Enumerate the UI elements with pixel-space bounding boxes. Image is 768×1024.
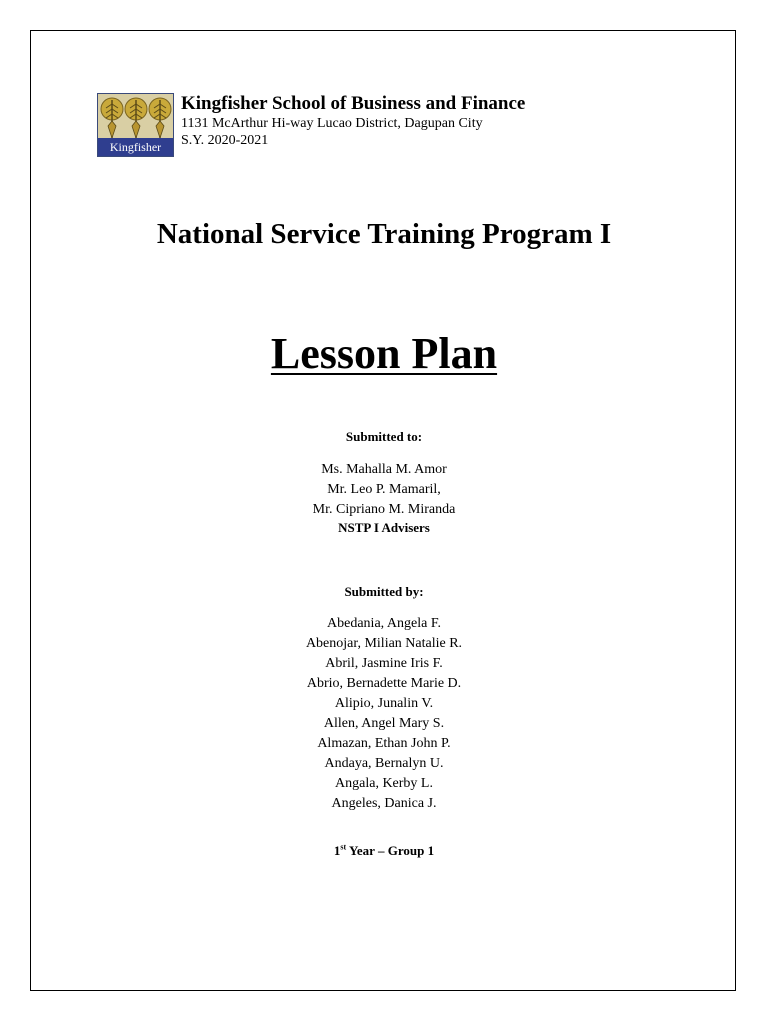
school-year: S.Y. 2020-2021 xyxy=(181,133,269,148)
adviser-name: Mr. Leo P. Mamaril, xyxy=(327,482,441,497)
student-name: Almazan, Ethan John P. xyxy=(317,736,451,751)
year-group-label xyxy=(0,842,768,860)
student-name: Allen, Angel Mary S. xyxy=(323,716,445,731)
submitted-to-section xyxy=(0,428,768,537)
school-name: Kingfisher School of Business and Finance xyxy=(181,93,526,114)
logo-wordmark: Kingfisher xyxy=(98,138,173,156)
document-title xyxy=(0,326,768,382)
document-title-text: Lesson Plan xyxy=(270,329,498,378)
program-title: National Service Training Program I xyxy=(156,218,612,250)
school-address: 1131 McArthur Hi-way Lucao District, Dagupan City xyxy=(181,116,483,131)
adviser-name: Ms. Mahalla M. Amor xyxy=(321,462,447,477)
student-name: Abedania, Angela F. xyxy=(327,616,441,631)
student-name: Abrio, Bernadette Marie D. xyxy=(306,676,462,691)
student-name: Andaya, Bernalyn U. xyxy=(324,756,444,771)
advisers-label: NSTP I Advisers xyxy=(338,520,430,535)
submitted-by-label: Submitted by: xyxy=(344,584,424,599)
student-name: Angeles, Danica J. xyxy=(331,796,437,811)
student-name: Angala, Kerby L. xyxy=(335,776,433,791)
student-name: Abenojar, Milian Natalie R. xyxy=(305,636,463,651)
school-header xyxy=(97,93,525,157)
school-logo xyxy=(97,93,174,157)
submitted-to-label: Submitted to: xyxy=(345,429,423,444)
student-name: Alipio, Junalin V. xyxy=(334,696,434,711)
submitted-by-section xyxy=(0,583,768,814)
year-group-text: Year – Group 1 xyxy=(346,843,435,858)
student-name: Abril, Jasmine Iris F. xyxy=(325,656,443,671)
year-number: 1 xyxy=(333,843,341,858)
wheat-sheaves-icon xyxy=(98,94,174,140)
school-info xyxy=(181,93,525,149)
adviser-name: Mr. Cipriano M. Miranda xyxy=(312,502,456,517)
year-ordinal-suffix: st xyxy=(340,842,347,852)
